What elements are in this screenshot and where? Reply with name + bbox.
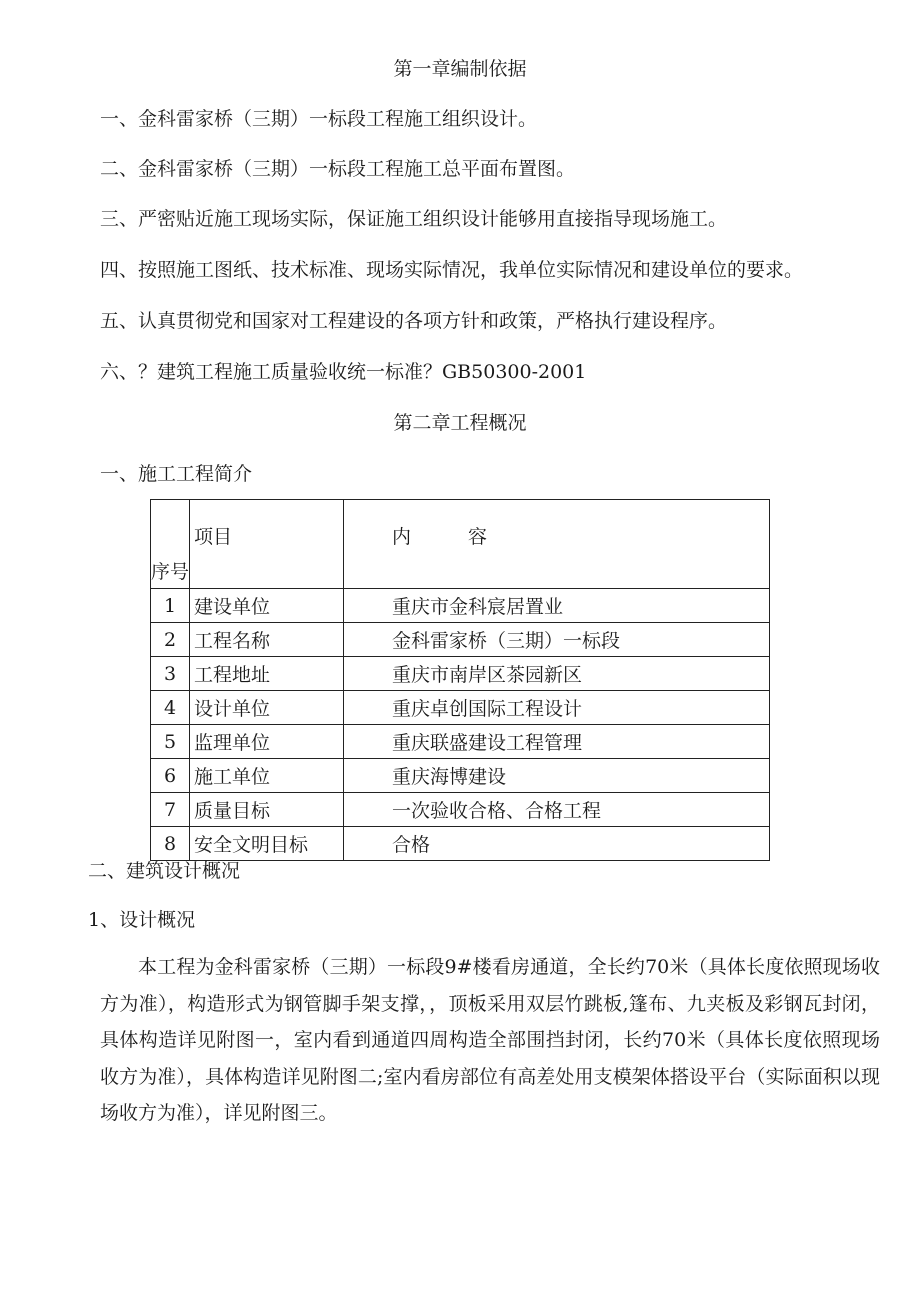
table-row (151, 657, 770, 691)
row-content: 重庆市南岸区茶园新区 (344, 657, 770, 691)
row-content: 金科雷家桥（三期）一标段 (344, 623, 770, 657)
header-content: 内 容 (344, 500, 770, 589)
header-no: 序号 (151, 500, 190, 589)
row-no: 2 (151, 623, 190, 657)
table-row (151, 827, 770, 861)
table-row (151, 725, 770, 759)
row-content: 重庆市金科宸居置业 (344, 589, 770, 623)
row-no: 8 (151, 827, 190, 861)
row-item: 质量目标 (190, 793, 344, 827)
table-row (151, 793, 770, 827)
row-item: 建设单位 (190, 589, 344, 623)
chapter1-title: 第一章编制依据 (393, 58, 527, 80)
project-info-table (150, 499, 770, 861)
basis-item-6: 六、？建筑工程施工质量验收统一标准？GB50300-2001 (100, 361, 587, 383)
row-no: 5 (151, 725, 190, 759)
row-item: 安全文明目标 (190, 827, 344, 861)
row-content: 合格 (344, 827, 770, 861)
table-header-row (151, 500, 770, 589)
basis-item-2: 二、金科雷家桥（三期）一标段工程施工总平面布置图。 (100, 158, 576, 180)
table-row (151, 691, 770, 725)
header-item: 项目 (190, 500, 344, 589)
row-no: 6 (151, 759, 190, 793)
row-content: 重庆联盛建设工程管理 (344, 725, 770, 759)
subsection-heading-design-overview: 1、设计概况 (88, 909, 196, 931)
basis-item-4: 四、按照施工图纸、技术标准、现场实际情况，我单位实际情况和建设单位的要求。 (100, 259, 804, 281)
row-no: 3 (151, 657, 190, 691)
design-overview-paragraph: 本工程为金科雷家桥（三期）一标段9#楼看房通道，全长约70米（具体长度依照现场收方为准），构造形式为钢管脚手架支撑，，顶板采用双层竹跳板,篷布、九夹板及彩钢瓦封闭，具体构造详见附图一，室内看到通道四周构造全部围挡封闭，长约70米（具体长度依照现场收方为准），具体构造详见附图二;室内看房部位有高差处用支模架体搭设平台（实际面积以现场收方为准），详见附图三。 (100, 956, 880, 1124)
row-content: 重庆海博建设 (344, 759, 770, 793)
basis-item-3: 三、严密贴近施工现场实际，保证施工组织设计能够用直接指导现场施工。 (100, 208, 728, 230)
row-item: 设计单位 (190, 691, 344, 725)
table-row (151, 759, 770, 793)
row-item: 工程名称 (190, 623, 344, 657)
chapter2-title: 第二章工程概况 (393, 412, 527, 434)
basis-item-5: 五、认真贯彻党和国家对工程建设的各项方针和政策，严格执行建设程序。 (100, 310, 728, 332)
row-no: 1 (151, 589, 190, 623)
section-heading-design: 二、建筑设计概况 (88, 860, 241, 882)
row-no: 4 (151, 691, 190, 725)
row-no: 7 (151, 793, 190, 827)
section-heading-overview: 一、施工工程简介 (100, 463, 253, 485)
table-row (151, 623, 770, 657)
basis-item-1: 一、金科雷家桥（三期）一标段工程施工组织设计。 (100, 108, 538, 130)
row-content: 重庆卓创国际工程设计 (344, 691, 770, 725)
row-item: 施工单位 (190, 759, 344, 793)
table-row (151, 589, 770, 623)
row-item: 监理单位 (190, 725, 344, 759)
row-item: 工程地址 (190, 657, 344, 691)
row-content: 一次验收合格、合格工程 (344, 793, 770, 827)
